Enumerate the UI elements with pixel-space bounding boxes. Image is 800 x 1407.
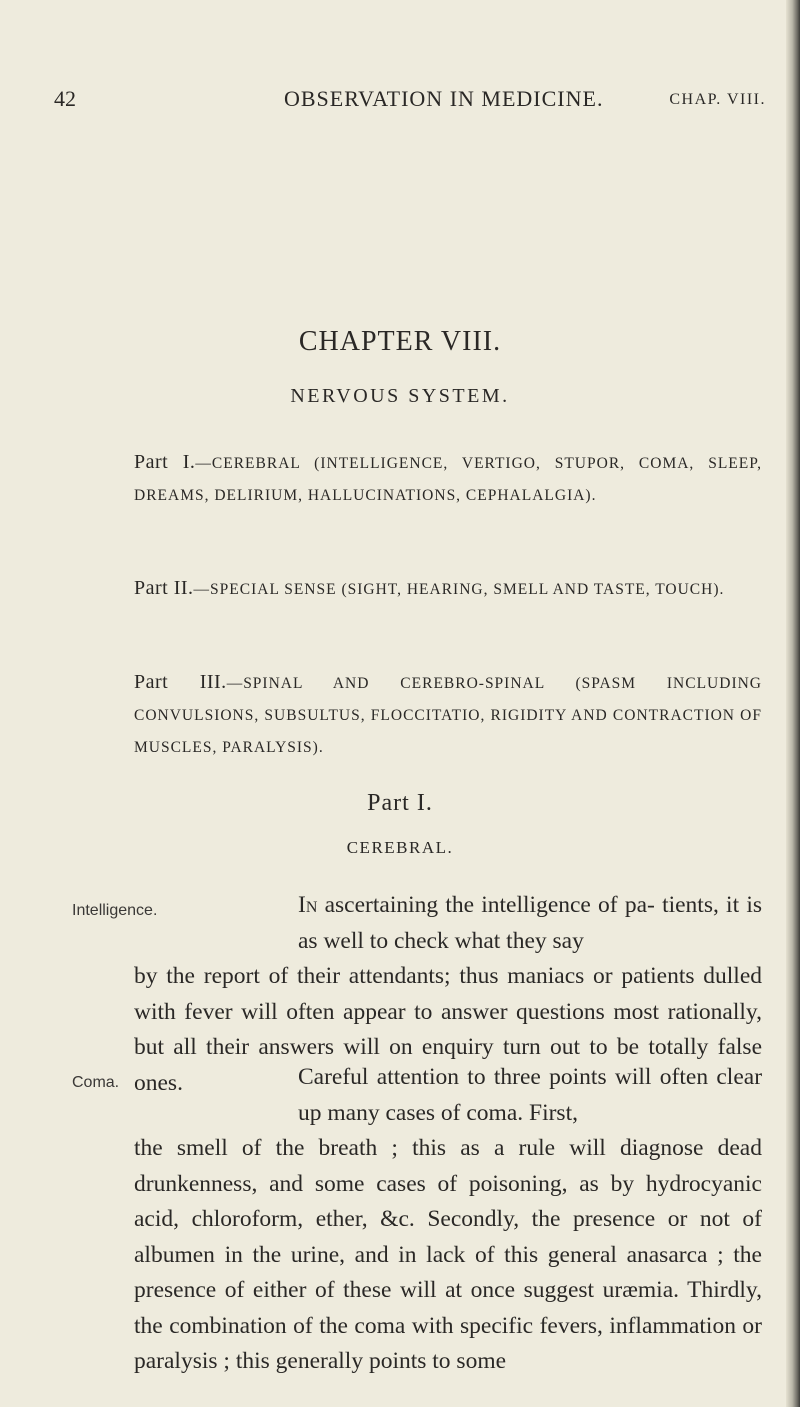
paragraph-line: ascertaining the intelligence of pa- (324, 892, 655, 918)
chapter-reference: CHAP. VIII. (669, 91, 766, 108)
part-entry-text: —SPINAL AND CEREBRO-SPINAL (SPASM INCLUDING CONVULSIONS, SUBSULTUS, FLOCCITATIO, RIGIDITY AND CONTRACTION OF MUSCLES, PARALYSIS). (134, 675, 762, 756)
part-entry-text: —SPECIAL SENSE (SIGHT, HEARING, SMELL AND TASTE, TOUCH). (193, 581, 725, 598)
part-entry-text: —CEREBRAL (INTELLIGENCE, VERTIGO, STUPOR, COMA, SLEEP, DREAMS, DELIRIUM, HALLUCINATIONS, CEPHALALGIA). (134, 455, 762, 504)
section-title: Part I. (367, 790, 433, 816)
part-entry-lead: Part III. (134, 671, 227, 693)
paragraph-line: tients, it is as well to check what they say (298, 892, 762, 954)
marginal-note-intelligence: Intelligence. (72, 902, 158, 919)
marginal-note-coma: Coma. (72, 1074, 120, 1091)
paragraph-indented-lines (298, 888, 762, 959)
paragraph-body: by the report of their attendants; thus maniacs or patients dulled with fever will often appear to answer questions most rationally, but all their answers will on enquiry turn out to be totally false ones. (134, 963, 762, 1096)
part-entry-lead: Part I. (134, 451, 196, 473)
running-head (54, 86, 794, 116)
part-entry-1 (134, 446, 762, 512)
paragraph-body: the smell of the breath ; this as a rule will diagnose dead drunkenness, and some cases of poisoning, as by hydrocyanic acid, chloroform, ether, &c. Secondly, the presence or not of albumen in the urine, and in lack of this general anasarca ; the presence of either of these will at once suggest uræmia. Thirdly, the combination of the coma with specific fevers, inflammation or paralysis ; this generally points to some (134, 1135, 762, 1374)
part-entry-lead: Part II. (134, 577, 194, 599)
part-entry-2 (134, 572, 762, 606)
paragraph-line: often clear up many cases of coma. First, (298, 1064, 763, 1126)
paragraph-coma (134, 1060, 762, 1380)
paragraph-indented-lines (298, 1060, 762, 1131)
paragraph-line: Careful attention to three points will (298, 1064, 652, 1090)
running-title: OBSERVATION IN MEDICINE. (284, 86, 604, 111)
chapter-subtitle: NERVOUS SYSTEM. (290, 385, 510, 407)
page-edge-shadow (786, 0, 800, 1407)
drop-lead-word: In (298, 892, 318, 918)
part-entry-3 (134, 666, 762, 764)
section-subtitle: CEREBRAL. (346, 838, 454, 857)
chapter-title: CHAPTER VIII. (298, 326, 502, 357)
page-number: 42 (54, 86, 76, 111)
